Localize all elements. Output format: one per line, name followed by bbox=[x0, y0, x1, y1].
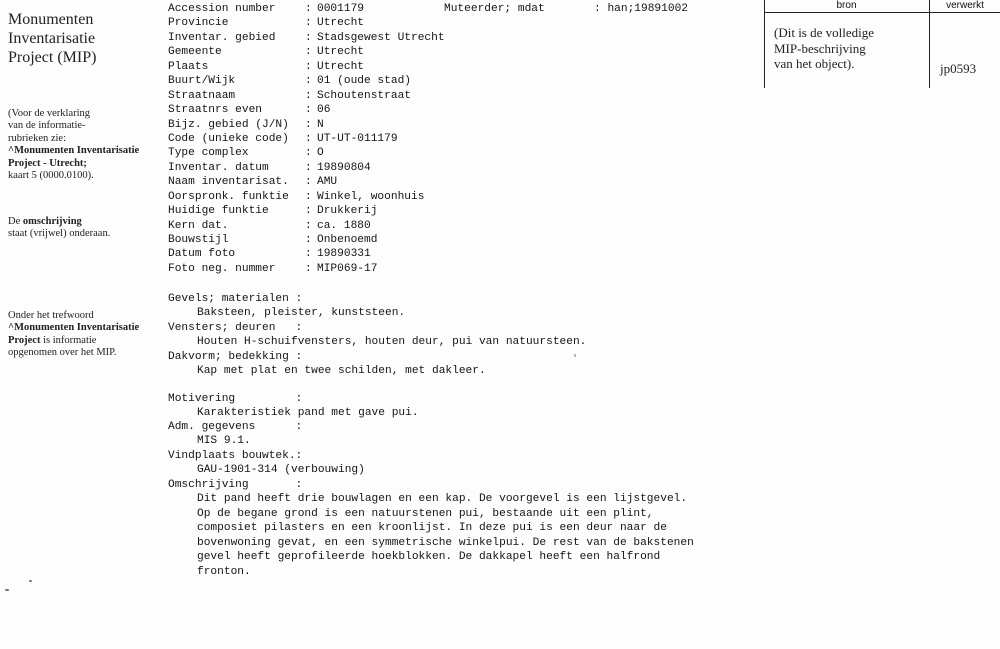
field-row bbox=[168, 132, 768, 146]
section-vindplaats bbox=[168, 449, 768, 478]
field-label: Code (unieke code) bbox=[168, 132, 289, 145]
section-vensters bbox=[168, 321, 768, 350]
bron-line: van het object). bbox=[774, 56, 855, 71]
field-separator: : bbox=[305, 132, 312, 145]
field-value: Stadsgewest Utrecht bbox=[317, 31, 445, 44]
field-label: Inventar. datum bbox=[168, 161, 269, 174]
muteerder-label: Muteerder; mdat bbox=[444, 3, 545, 15]
field-row bbox=[168, 60, 768, 74]
field-label: Datum foto bbox=[168, 248, 236, 261]
section-heading: Vindplaats bouwtek.: bbox=[168, 450, 303, 462]
section-text: Karakteristiek pand met gave pui. bbox=[197, 407, 419, 420]
table-header-rule bbox=[764, 12, 1000, 13]
field-label: Inventar. gebied bbox=[168, 31, 276, 44]
note-text: is informatie bbox=[40, 334, 97, 346]
section-heading: Adm. gegevens : bbox=[168, 421, 303, 433]
field-value: N bbox=[317, 118, 324, 131]
bron-line: (Dit is de volledige bbox=[774, 25, 875, 40]
note-line: kaart 5 (0000.0100). bbox=[8, 170, 94, 182]
bron-verwerkt-table bbox=[764, 0, 1000, 88]
field-value: 19890331 bbox=[317, 248, 371, 261]
record-fields bbox=[168, 2, 768, 276]
table-column-rule bbox=[929, 0, 930, 88]
field-row bbox=[168, 233, 768, 247]
field-separator: : bbox=[305, 190, 312, 203]
field-value: 0001179 bbox=[317, 3, 364, 15]
note-line: staat (vrijwel) onderaan. bbox=[8, 228, 111, 240]
sidebar-note-omschrijving bbox=[8, 216, 160, 241]
section-heading: Dakvorm; bedekking : bbox=[168, 351, 303, 363]
header-verwerkt: verwerkt bbox=[946, 0, 984, 11]
section-text: GAU-1901-314 (verbouwing) bbox=[197, 464, 365, 477]
field-separator: : bbox=[305, 46, 312, 59]
field-separator: : bbox=[305, 262, 312, 275]
field-separator: : bbox=[305, 205, 312, 218]
muteerder-value bbox=[594, 2, 688, 16]
field-separator: : bbox=[594, 3, 601, 15]
field-row bbox=[168, 45, 768, 59]
field-value: 19890804 bbox=[317, 161, 371, 174]
field-label: Buurt/Wijk bbox=[168, 75, 236, 88]
section-omschrijving bbox=[168, 478, 768, 579]
field-separator: : bbox=[305, 176, 312, 189]
section-text: Houten H-schuifvensters, houten deur, pui van natuursteen. bbox=[197, 336, 587, 349]
field-row bbox=[168, 2, 768, 16]
field-row bbox=[168, 161, 768, 175]
section-text: bovenwoning gevat, en een symmetrische winkelpui. De rest van de bakstenen bbox=[197, 536, 694, 549]
field-row bbox=[168, 247, 768, 261]
section-text: Baksteen, pleister, kunststeen. bbox=[197, 307, 406, 320]
section-heading: Gevels; materialen : bbox=[168, 293, 303, 305]
section-text: fronton. bbox=[197, 565, 251, 578]
note-text: De bbox=[8, 216, 23, 227]
section-heading: Motivering : bbox=[168, 393, 303, 405]
field-label: Plaats bbox=[168, 60, 209, 73]
field-value: Utrecht bbox=[317, 60, 364, 73]
sidebar-title-line: Project (MIP) bbox=[8, 49, 97, 66]
muteerder-date: han;19891002 bbox=[607, 3, 689, 15]
field-label: Bouwstijl bbox=[168, 234, 229, 246]
field-separator: : bbox=[305, 75, 312, 88]
field-separator: : bbox=[305, 219, 312, 232]
scan-speck bbox=[29, 580, 32, 582]
note-bold: ^Monumenten Inventarisatie bbox=[8, 322, 140, 334]
field-separator: : bbox=[305, 118, 312, 131]
field-value: Utrecht bbox=[317, 46, 364, 59]
field-label: Huidige funktie bbox=[168, 205, 269, 218]
bron-line: MIP-beschrijving bbox=[774, 40, 866, 56]
note-line: rubrieken zie: bbox=[8, 132, 67, 144]
field-separator: : bbox=[305, 147, 312, 160]
field-label: Type complex bbox=[168, 147, 249, 160]
field-value: AMU bbox=[317, 176, 338, 189]
section-text: composiet pilasters en een kroonlijst. In deze pui is een deur naar de bbox=[197, 522, 667, 535]
field-value: ca. 1880 bbox=[317, 219, 371, 232]
scan-speck bbox=[5, 589, 9, 591]
note-line: opgenomen over het MIP. bbox=[8, 347, 117, 359]
note-line: (Voor de verklaring bbox=[8, 108, 91, 119]
header-bron: bron bbox=[836, 0, 857, 11]
field-value: UT-UT-011179 bbox=[317, 132, 398, 145]
field-value: O bbox=[317, 147, 324, 160]
section-adm-gegevens bbox=[168, 420, 768, 449]
field-label: Straatnrs even bbox=[168, 104, 262, 117]
field-row bbox=[168, 219, 768, 233]
sidebar-note-trefwoord bbox=[8, 310, 160, 360]
field-row bbox=[168, 190, 768, 204]
field-row bbox=[168, 204, 768, 218]
field-label: Gemeente bbox=[168, 46, 222, 59]
section-text: gevel heeft geprofileerde hoekblokken. De dakkapel heeft een halfrond bbox=[197, 551, 661, 564]
field-row bbox=[168, 262, 768, 276]
note-bold: omschrijving bbox=[22, 216, 82, 227]
field-separator: : bbox=[305, 104, 312, 117]
field-label: Naam inventarisat. bbox=[168, 176, 289, 189]
sidebar-title-line: Inventarisatie bbox=[8, 30, 96, 47]
field-label: Oorspronk. funktie bbox=[168, 190, 289, 203]
field-row bbox=[168, 146, 768, 160]
field-separator: : bbox=[305, 161, 312, 174]
field-row bbox=[168, 74, 768, 88]
field-value: MIP069-17 bbox=[317, 262, 378, 275]
field-value: Winkel, woonhuis bbox=[317, 190, 425, 203]
field-separator: : bbox=[305, 17, 312, 30]
sidebar-note-verklaring bbox=[8, 108, 160, 182]
field-separator: : bbox=[305, 60, 312, 73]
section-heading: Omschrijving : bbox=[168, 479, 303, 491]
field-label: Foto neg. nummer bbox=[168, 262, 276, 275]
field-row bbox=[168, 175, 768, 189]
field-separator: : bbox=[305, 248, 312, 261]
section-heading: Vensters; deuren : bbox=[168, 322, 303, 334]
note-line: van de informatie- bbox=[8, 120, 86, 132]
field-label: Provincie bbox=[168, 17, 229, 30]
note-bold: Project - Utrecht; bbox=[8, 157, 87, 169]
section-text: Dit pand heeft drie bouwlagen en een kap. De voorgevel is een lijstgevel. bbox=[197, 493, 688, 506]
note-bold: Project bbox=[8, 334, 41, 346]
field-row bbox=[168, 31, 768, 45]
field-separator: : bbox=[305, 31, 312, 44]
section-text: Op de begane grond is een natuurstenen pui, bestaande uit een plint, bbox=[197, 507, 654, 520]
sidebar-title-line: Monumenten bbox=[8, 11, 94, 28]
field-row bbox=[168, 89, 768, 103]
field-value: Onbenoemd bbox=[317, 234, 378, 246]
section-gevels bbox=[168, 292, 768, 321]
bron-cell bbox=[774, 25, 924, 72]
field-row bbox=[168, 118, 768, 132]
record bbox=[168, 2, 768, 578]
field-row bbox=[168, 16, 768, 30]
field-label: Kern dat. bbox=[168, 219, 229, 232]
field-value: Drukkerij bbox=[317, 205, 378, 218]
section-text: MIS 9.1. bbox=[197, 435, 251, 448]
field-row bbox=[168, 103, 768, 117]
section-dakvorm bbox=[168, 350, 768, 379]
note-bold: ^Monumenten Inventarisatie bbox=[8, 145, 140, 157]
field-label: Accession number bbox=[168, 3, 276, 15]
field-value: Schoutenstraat bbox=[317, 89, 411, 102]
table-left-rule bbox=[764, 0, 765, 88]
field-value: Utrecht bbox=[317, 17, 364, 30]
field-label: Bijz. gebied (J/N) bbox=[168, 118, 289, 131]
note-line: Onder het trefwoord bbox=[8, 310, 94, 321]
section-text: Kap met plat en twee schilden, met dakleer. bbox=[197, 365, 486, 378]
verwerkt-cell: jp0593 bbox=[940, 61, 977, 76]
section-motivering bbox=[168, 392, 768, 421]
sidebar bbox=[8, 10, 158, 67]
field-separator: : bbox=[305, 89, 312, 102]
field-value: 06 bbox=[317, 104, 331, 117]
field-separator: : bbox=[305, 234, 312, 246]
field-separator: : bbox=[305, 3, 312, 15]
field-label: Straatnaam bbox=[168, 89, 236, 102]
sidebar-title bbox=[8, 10, 158, 67]
scan-speck bbox=[574, 354, 576, 357]
field-value: 01 (oude stad) bbox=[317, 75, 411, 88]
